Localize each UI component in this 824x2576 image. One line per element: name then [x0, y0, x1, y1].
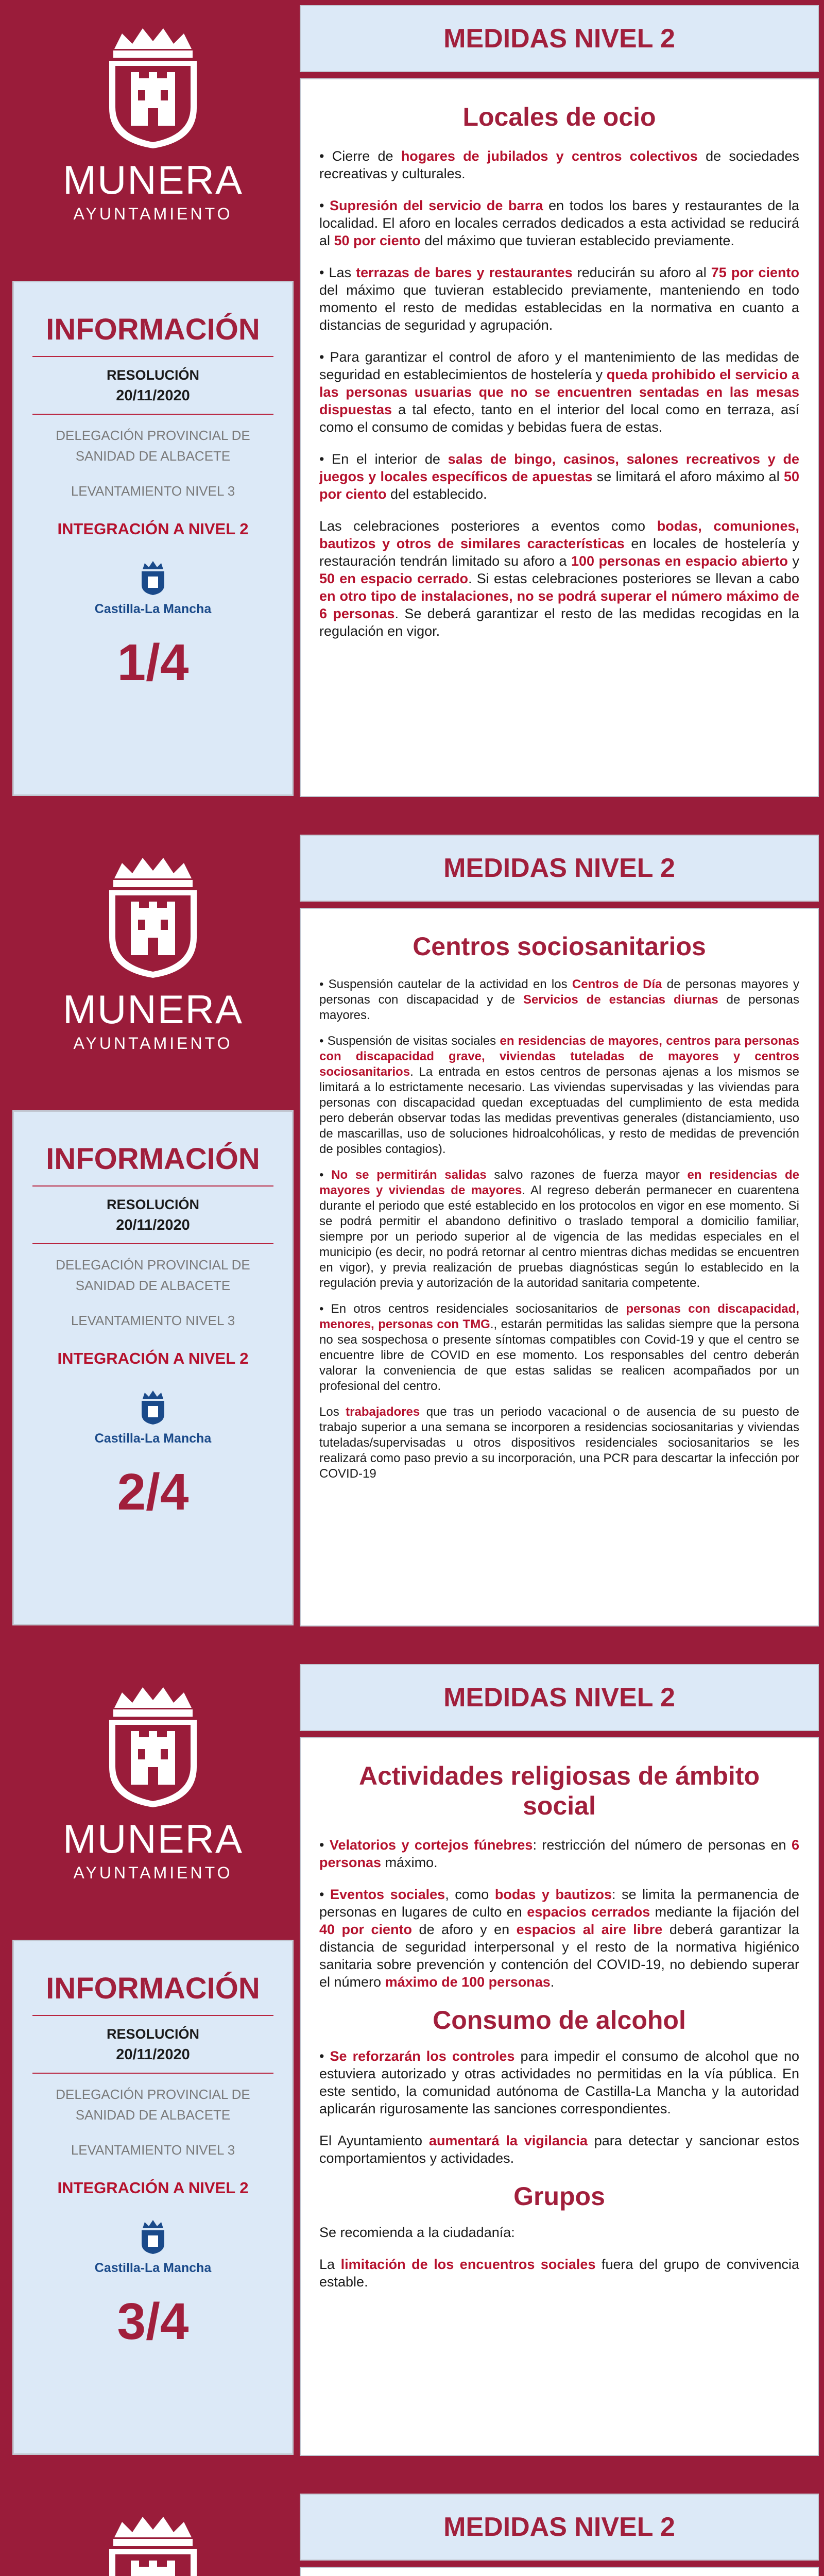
castilla-la-mancha-logo-icon: [140, 1389, 166, 1426]
region-logo: [14, 560, 292, 617]
text-run: ., estarán permitidas las salidas siempre que la persona no sea sospechosa o presente síntomas compatibles con Covid-19 y que el centro se encuentre libre de COVID en ese momento. Los responsables del centro deberán valorar la conveniencia de que estas salidas se realicen acompañados por un profesional del centro.: [319, 1317, 799, 1393]
text-run: La: [319, 2257, 341, 2272]
lifting-text: LEVANTAMIENTO NIVEL 3: [71, 1313, 235, 1328]
header-banner: [300, 2494, 819, 2561]
resolution-label: RESOLUCIÓN: [106, 367, 199, 383]
integration-text: INTEGRACIÓN A NIVEL 2: [57, 1349, 249, 1367]
paragraph: [319, 348, 799, 436]
highlighted-text: trabajadores: [346, 1405, 420, 1419]
text-run: de personas mayores y personas con discapacidad y de: [319, 977, 800, 1007]
highlighted-text: espacios cerrados: [527, 1904, 650, 1920]
text-run: de personas mayores.: [319, 993, 799, 1022]
highlighted-text: bodas y bautizos: [494, 1887, 612, 1902]
delegation-text: DELEGACIÓN PROVINCIAL DE SANIDAD DE ALBACETE: [56, 428, 250, 464]
info-title: INFORMACIÓN: [46, 313, 260, 346]
municipal-logo: [12, 850, 294, 1092]
text-run: para detectar y sancionar estos comportamientos y actividades.: [319, 2133, 799, 2166]
text-run: •: [319, 1887, 331, 1902]
text-run: máximo.: [381, 1855, 438, 1870]
text-run: y: [788, 553, 799, 569]
page-2: [0, 829, 824, 1647]
delegation-text: DELEGACIÓN PROVINCIAL DE SANIDAD DE ALBACETE: [56, 2087, 250, 2123]
highlighted-text: 100 personas en espacio abierto: [571, 553, 788, 569]
paragraph: [319, 2047, 799, 2117]
highlighted-text: Se reforzarán los controles: [330, 2048, 515, 2064]
paragraph: [319, 1033, 799, 1157]
text-run: •: [319, 2048, 330, 2064]
text-run: • Suspensión de visitas sociales: [319, 1034, 500, 1048]
municipal-logo: [12, 1680, 294, 1922]
highlighted-text: 50 por ciento: [334, 233, 421, 248]
text-run: del máximo que tuvieran establecido previamente.: [420, 233, 734, 248]
page-number: 2/4: [117, 1463, 189, 1521]
text-run: . Se deberá garantizar el resto de las medidas recogidas en la regulación en vigor.: [319, 606, 799, 639]
highlighted-text: limitación de los encuentros sociales: [340, 2257, 596, 2272]
highlighted-text: salas de bingo, casinos, salones recreativos y de juegos y locales específicos de apuestas: [319, 451, 799, 484]
text-run: que tras un periodo vacacional o de ausencia de su puesto de trabajo superior a una semana se incorporen a residencias sociosanitarias y viviendas tuteladas/supervisadas u otros dispositivos residenciales sociosanitarios se les realizará como paso previo a su incorporación, una PCR para descartar la infección por COVID-19: [319, 1405, 799, 1481]
paragraph: [319, 517, 799, 640]
coat-of-arms-icon: [94, 2509, 212, 2576]
header-banner: [300, 5, 819, 72]
town-name: MUNERA: [62, 1816, 243, 1861]
content-panel: [300, 1737, 819, 2456]
highlighted-text: aumentará la vigilancia: [428, 2133, 588, 2148]
text-run: . Al regreso deberán permanecer en cuarentena durante el periodo que esté establecido en los protocolos en vigor en ese momento. Si se podrá permitir el abandono definitivo o traslado temporal a domicilio familiar, siempre por un periodo superior al de vigencia de las medidas especiales en el municipio (es decir, no podrá retornar al centro mientras dichas medidas se encuentren en vigor), y previa realización de pruebas diagnósticas según lo establecido en la regulación previa y autorización de la autoridad sanitaria competente.: [319, 1183, 799, 1290]
highlighted-text: en residencias de mayores, centros para personas con discapacidad grave, viviendas tuteladas de mayores y centros sociosanitarios: [319, 1034, 800, 1079]
highlighted-text: Supresión del servicio de barra: [330, 198, 543, 213]
municipal-logo: [12, 21, 294, 263]
region-logo: [14, 2219, 292, 2276]
page-4: [0, 2488, 824, 2576]
text-run: • En otros centros residenciales sociosanitarios de: [319, 1302, 626, 1316]
text-run: en locales de hostelería y restauración tendrán limitado su aforo a: [319, 536, 799, 569]
coat-of-arms-icon: [94, 21, 212, 149]
highlighted-text: en otro tipo de instalaciones, no se podrá superar el número máximo de 6 personas: [319, 588, 799, 621]
section-title: Locales de ocio: [462, 103, 656, 131]
divider: [32, 2073, 273, 2074]
text-run: Se recomienda a la ciudadanía:: [319, 2225, 515, 2240]
text-run: : se limita la permanencia de personas en lugares de culto en: [319, 1887, 799, 1920]
text-run: El Ayuntamiento: [319, 2133, 429, 2148]
divider: [32, 2015, 273, 2016]
paragraph: [319, 264, 799, 334]
text-run: de aforo y en: [412, 1922, 517, 1937]
paragraph: [319, 2256, 799, 2291]
paragraph: [319, 1301, 799, 1394]
paragraph: [319, 147, 799, 182]
highlighted-text: 6 personas: [319, 1837, 799, 1870]
resolution-date: 20/11/2020: [116, 2046, 190, 2063]
highlighted-text: en residencias de mayores y viviendas de mayores: [319, 1168, 799, 1197]
text-run: . La entrada en estos centros de personas ajenas a los mismos se limitará a lo estrictamente necesario. Las viviendas supervisadas y las viviendas para personas con discapacidad quedan exceptuadas del cumplimiento de esta medida pero deberán observar todas las medidas preventivas generales (distanciamiento, uso de mascarillas, uso de soluciones hidroalcohólicas, y resto de medidas de prevención de posibles contagios).: [319, 1065, 799, 1156]
highlighted-text: Velatorios y cortejos fúnebres: [329, 1837, 533, 1853]
divider: [32, 414, 273, 415]
page-number: 1/4: [117, 634, 189, 691]
header-banner: [300, 835, 819, 902]
content-panel: [300, 78, 819, 797]
paragraph: [319, 1836, 799, 1871]
text-run: reducirán su aforo al: [572, 265, 711, 280]
highlighted-text: 40 por ciento: [319, 1922, 413, 1937]
text-run: en todos los bares y restaurantes de la localidad. El aforo en locales cerrados dedicados a esta actividad se reducirá al: [319, 198, 799, 248]
text-run: •: [319, 1168, 332, 1182]
integration-text: INTEGRACIÓN A NIVEL 2: [57, 2179, 249, 2197]
info-panel: [12, 1110, 294, 1625]
text-run: a tal efecto, tanto en el interior del local como en terraza, así como el consumo de comidas y bebidas fuera de estas.: [319, 402, 799, 435]
resolution-date: 20/11/2020: [116, 387, 190, 404]
text-run: fuera del grupo de convivencia estable.: [319, 2257, 799, 2290]
highlighted-text: Servicios de estancias diurnas: [523, 993, 718, 1007]
highlighted-text: queda prohibido el servicio a las personas usuarias que no se encuentren sentadas en las mesas dispuestas: [319, 367, 799, 417]
town-subtitle: AYUNTAMIENTO: [73, 205, 233, 223]
text-run: • Para garantizar el control de aforo y el mantenimiento de las medidas de seguridad en establecimientos de hostelería y: [319, 349, 799, 382]
text-run: • Suspensión cautelar de la actividad en los: [319, 977, 572, 991]
resolution-label: RESOLUCIÓN: [106, 2026, 199, 2042]
text-run: para impedir el consumo de alcohol que no estuviera autorizado y otras actividades no permitidas en la vía pública. En este sentido, la comunidad autónoma de Castilla-La Mancha y la autoridad aplicarán rigurosamente las sanciones correspondientes.: [319, 2048, 799, 2116]
header-title: MEDIDAS NIVEL 2: [443, 24, 675, 54]
section-subtitle: Consumo de alcohol: [433, 2006, 686, 2035]
paragraph: [319, 450, 799, 503]
paragraph: [319, 2224, 799, 2241]
info-panel: [12, 1940, 294, 2455]
divider: [32, 1185, 273, 1187]
resolution-date: 20/11/2020: [116, 1217, 190, 1233]
header-banner: [300, 1664, 819, 1731]
page-1: [0, 0, 824, 817]
town-subtitle: AYUNTAMIENTO: [73, 1863, 233, 1882]
divider: [32, 356, 273, 357]
highlighted-text: Eventos sociales: [330, 1887, 445, 1902]
content-panel: [300, 908, 819, 1626]
integration-text: INTEGRACIÓN A NIVEL 2: [57, 520, 249, 538]
town-name: MUNERA: [62, 157, 243, 202]
paragraph: [319, 1886, 799, 1991]
town-name: MUNERA: [62, 987, 243, 1032]
text-run: deberá garantizar la distancia de seguridad interpersonal y el resto de la normativa higiénico sanitaria sobre prevención y contención del COVID-19, no debiendo superar el número: [319, 1922, 799, 1990]
text-run: mediante la fijación del: [650, 1904, 800, 1920]
info-title: INFORMACIÓN: [46, 1972, 260, 2005]
text-run: •: [319, 1837, 330, 1853]
text-run: del máximo que tuvieran establecido previamente, manteniendo en todo momento el resto de medidas establecidas en la normativa en cuanto a distancias de seguridad y agrupación.: [319, 282, 799, 333]
highlighted-text: personas con discapacidad, menores, personas con TMG: [319, 1302, 799, 1331]
text-run: Las celebraciones posteriores a eventos como: [319, 518, 657, 534]
text-run: .: [550, 1974, 555, 1990]
text-run: se limitará el aforo máximo al: [592, 469, 784, 484]
text-run: : restricción del número de personas en: [533, 1837, 792, 1853]
castilla-la-mancha-logo-icon: [140, 560, 166, 596]
info-title: INFORMACIÓN: [46, 1142, 260, 1176]
divider: [32, 1243, 273, 1244]
highlighted-text: 75 por ciento: [711, 265, 799, 280]
section-title: Actividades religiosas de ámbito social: [358, 1761, 760, 1820]
highlighted-text: 50 en espacio cerrado: [319, 571, 468, 586]
text-run: de sociedades recreativas y culturales.: [319, 148, 799, 181]
paragraph: [319, 197, 799, 249]
section-subtitle: Grupos: [513, 2182, 605, 2211]
highlighted-text: 50 por ciento: [319, 469, 799, 502]
region-logo-text: Castilla-La Mancha: [94, 2261, 212, 2275]
text-run: • Cierre de: [319, 148, 401, 164]
paragraph: [319, 977, 799, 1023]
coat-of-arms-icon: [94, 850, 212, 979]
page-3: [0, 1659, 824, 2476]
paragraph: [319, 1167, 799, 1291]
section-title: Centros sociosanitarios: [413, 932, 706, 961]
region-logo-text: Castilla-La Mancha: [94, 602, 212, 616]
text-run: , como: [445, 1887, 495, 1902]
text-run: del establecido.: [386, 486, 487, 502]
highlighted-text: terrazas de bares y restaurantes: [356, 265, 573, 280]
region-logo-text: Castilla-La Mancha: [94, 1431, 212, 1446]
info-panel: [12, 281, 294, 796]
paragraph: [319, 2132, 799, 2167]
coat-of-arms-icon: [94, 1680, 212, 1808]
delegation-text: DELEGACIÓN PROVINCIAL DE SANIDAD DE ALBACETE: [56, 1257, 250, 1293]
region-logo: [14, 1389, 292, 1446]
text-run: •: [319, 198, 330, 213]
text-run: salvo razones de fuerza mayor: [486, 1168, 688, 1182]
page-number: 3/4: [117, 2293, 189, 2350]
highlighted-text: bodas, comuniones, bautizos y otros de similares características: [319, 518, 799, 551]
highlighted-text: espacios al aire libre: [516, 1922, 663, 1937]
castilla-la-mancha-logo-icon: [140, 2219, 166, 2255]
paragraph: [319, 1404, 799, 1482]
municipal-logo: [12, 2509, 294, 2576]
town-subtitle: AYUNTAMIENTO: [73, 1034, 233, 1053]
text-run: Los: [319, 1405, 346, 1419]
header-title: MEDIDAS NIVEL 2: [443, 1683, 675, 1713]
header-title: MEDIDAS NIVEL 2: [443, 853, 675, 883]
text-run: • En el interior de: [319, 451, 448, 467]
highlighted-text: No se permitirán salidas: [331, 1168, 487, 1182]
content-panel: [300, 2567, 819, 2576]
lifting-text: LEVANTAMIENTO NIVEL 3: [71, 483, 235, 499]
highlighted-text: máximo de 100 personas: [385, 1974, 551, 1990]
header-title: MEDIDAS NIVEL 2: [443, 2512, 675, 2542]
resolution-label: RESOLUCIÓN: [106, 1197, 199, 1212]
text-run: . Si estas celebraciones posteriores se llevan a cabo: [468, 571, 799, 586]
lifting-text: LEVANTAMIENTO NIVEL 3: [71, 2142, 235, 2158]
highlighted-text: Centros de Día: [572, 977, 662, 991]
highlighted-text: hogares de jubilados y centros colectivos: [401, 148, 698, 164]
text-run: • Las: [319, 265, 356, 280]
